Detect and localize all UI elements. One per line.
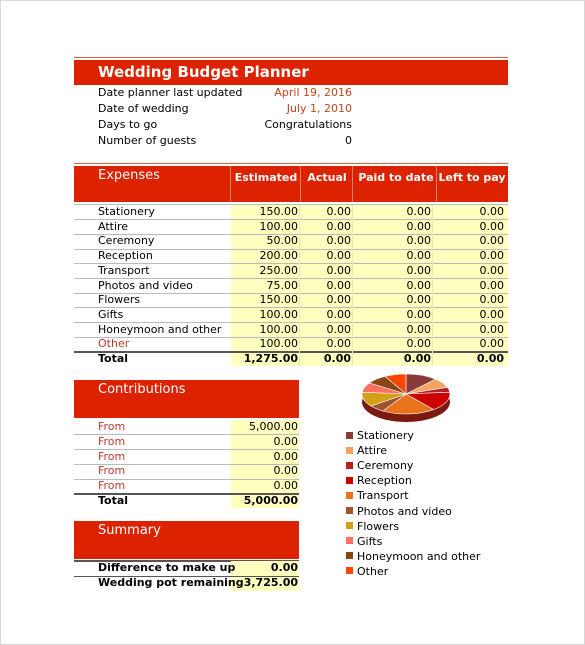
legend-item xyxy=(346,505,452,519)
info-value: Congratulations xyxy=(264,118,352,131)
expense-estimated[interactable]: 100.00 xyxy=(259,219,298,233)
expense-left: 0.00 xyxy=(479,249,504,263)
info-label: Number of guests xyxy=(98,134,197,147)
legend-swatch xyxy=(346,522,353,529)
expense-estimated[interactable]: 150.00 xyxy=(259,293,298,307)
expense-left: 0.00 xyxy=(479,322,504,336)
expense-left: 0.00 xyxy=(479,293,504,307)
legend-label: Ceremony xyxy=(357,459,414,473)
expenses-pie-chart xyxy=(358,370,454,426)
expenses-title: Expenses xyxy=(98,168,160,183)
column-separator xyxy=(352,205,353,366)
legend-swatch xyxy=(346,492,353,499)
page-title: Wedding Budget Planner xyxy=(98,63,309,81)
info-value: July 1, 2010 xyxy=(286,102,352,115)
expense-paid[interactable]: 0.00 xyxy=(406,307,431,321)
legend-label: Stationery xyxy=(357,429,414,442)
expense-actual[interactable]: 0.00 xyxy=(326,322,351,336)
contribution-amount[interactable]: 0.00 xyxy=(273,464,298,478)
expense-left: 0.00 xyxy=(479,337,504,351)
expense-total-actual: 0.00 xyxy=(323,352,351,365)
expense-name: Flowers xyxy=(98,293,141,307)
col-estimated: Estimated xyxy=(234,171,298,184)
expense-paid[interactable]: 0.00 xyxy=(406,249,431,263)
legend-label: Gifts xyxy=(357,534,383,548)
legend-swatch xyxy=(346,447,353,454)
legend-label: Honeymoon and other xyxy=(357,549,481,563)
legend-swatch xyxy=(346,462,353,469)
legend-swatch xyxy=(346,537,353,544)
expense-actual[interactable]: 0.00 xyxy=(326,278,351,292)
info-label: Date of wedding xyxy=(98,102,189,115)
contribution-total-label: Total xyxy=(98,494,129,507)
expense-paid[interactable]: 0.00 xyxy=(406,234,431,248)
expense-total-paid: 0.00 xyxy=(403,352,431,365)
legend-label: Other xyxy=(357,564,389,578)
expense-total-left: 0.00 xyxy=(476,352,504,365)
title-bar xyxy=(74,60,508,85)
expense-paid[interactable]: 0.00 xyxy=(406,278,431,292)
expense-total-label: Total xyxy=(98,352,129,365)
expense-left: 0.00 xyxy=(479,219,504,233)
expense-left: 0.00 xyxy=(479,263,504,277)
expense-left: 0.00 xyxy=(479,278,504,292)
contribution-from: From xyxy=(98,434,126,448)
contribution-from: From xyxy=(98,420,126,433)
expense-estimated[interactable]: 100.00 xyxy=(259,307,298,321)
legend-label: Photos and video xyxy=(357,504,452,518)
expense-left: 0.00 xyxy=(479,205,504,218)
expense-name: Attire xyxy=(98,219,129,233)
legend-item xyxy=(346,474,412,488)
legend-swatch xyxy=(346,477,353,484)
expense-actual[interactable]: 0.00 xyxy=(326,249,351,263)
expense-actual[interactable]: 0.00 xyxy=(326,234,351,248)
legend-item xyxy=(346,489,409,503)
expense-name: Transport xyxy=(98,263,150,277)
expenses-header xyxy=(74,166,508,202)
summary-label: Wedding pot remaining xyxy=(98,576,244,589)
legend-label: Reception xyxy=(357,474,412,488)
contribution-amount[interactable]: 5,000.00 xyxy=(249,420,298,433)
contributions-header xyxy=(74,380,299,418)
expense-estimated[interactable]: 150.00 xyxy=(259,205,298,218)
expense-name: Photos and video xyxy=(98,278,193,292)
expense-paid[interactable]: 0.00 xyxy=(406,219,431,233)
expense-paid[interactable]: 0.00 xyxy=(406,293,431,307)
expense-estimated[interactable]: 100.00 xyxy=(259,337,298,351)
legend-swatch xyxy=(346,552,353,559)
expense-estimated[interactable]: 50.00 xyxy=(266,234,298,248)
info-value: April 19, 2016 xyxy=(274,86,352,99)
expense-paid[interactable]: 0.00 xyxy=(406,205,431,218)
contribution-total-value: 5,000.00 xyxy=(243,494,298,507)
summary-title: Summary xyxy=(98,523,161,538)
column-separator xyxy=(432,205,433,366)
expense-total-estimated: 1,275.00 xyxy=(243,352,298,365)
info-label: Days to go xyxy=(98,118,158,131)
expense-actual[interactable]: 0.00 xyxy=(326,263,351,277)
legend-item xyxy=(346,444,387,458)
expense-actual[interactable]: 0.00 xyxy=(326,337,351,351)
info-value: 0 xyxy=(345,134,352,147)
legend-item xyxy=(346,520,399,534)
contribution-from: From xyxy=(98,479,126,493)
summary-header xyxy=(74,521,299,559)
legend-label: Attire xyxy=(357,444,388,458)
legend-item xyxy=(346,429,414,443)
summary-value: 3,725.00 xyxy=(243,576,298,589)
legend-swatch xyxy=(346,432,353,439)
expense-left: 0.00 xyxy=(479,234,504,248)
expense-paid[interactable]: 0.00 xyxy=(406,337,431,351)
col-paid-to-date: Paid to date xyxy=(358,171,434,184)
summary-label: Difference to make up xyxy=(98,561,236,574)
expense-actual[interactable]: 0.00 xyxy=(326,307,351,321)
col-actual: Actual xyxy=(307,171,347,184)
col-left-to-pay: Left to pay xyxy=(438,171,506,184)
expense-actual[interactable]: 0.00 xyxy=(326,205,351,218)
contribution-amount[interactable]: 0.00 xyxy=(273,449,298,463)
expense-estimated[interactable]: 100.00 xyxy=(259,322,298,336)
info-label: Date planner last updated xyxy=(98,86,243,99)
expense-name: Gifts xyxy=(98,307,124,321)
contributions-title: Contributions xyxy=(98,382,186,397)
legend-label: Flowers xyxy=(357,519,400,533)
expense-name: Honeymoon and other xyxy=(98,322,222,336)
expense-paid[interactable]: 0.00 xyxy=(406,263,431,277)
expense-name: Stationery xyxy=(98,205,155,218)
legend-label: Transport xyxy=(357,489,409,503)
expense-estimated[interactable]: 200.00 xyxy=(259,249,298,263)
legend-item xyxy=(346,550,480,564)
legend-item xyxy=(346,565,388,579)
expense-estimated[interactable]: 75.00 xyxy=(266,278,298,292)
expense-name: Reception xyxy=(98,249,153,263)
contribution-from: From xyxy=(98,464,126,478)
expense-name: Ceremony xyxy=(98,234,155,248)
legend-swatch xyxy=(346,507,353,514)
expense-paid[interactable]: 0.00 xyxy=(406,322,431,336)
expense-estimated[interactable]: 250.00 xyxy=(259,263,298,277)
legend-item xyxy=(346,459,413,473)
contribution-amount[interactable]: 0.00 xyxy=(273,434,298,448)
legend-swatch xyxy=(346,567,353,574)
contribution-amount[interactable]: 0.00 xyxy=(273,479,298,493)
contribution-from: From xyxy=(98,449,126,463)
legend-item xyxy=(346,535,382,549)
expense-name: Other xyxy=(98,337,130,351)
expense-left: 0.00 xyxy=(479,307,504,321)
summary-value: 0.00 xyxy=(270,561,298,574)
expense-actual[interactable]: 0.00 xyxy=(326,219,351,233)
expense-actual[interactable]: 0.00 xyxy=(326,293,351,307)
column-separator xyxy=(299,205,300,366)
